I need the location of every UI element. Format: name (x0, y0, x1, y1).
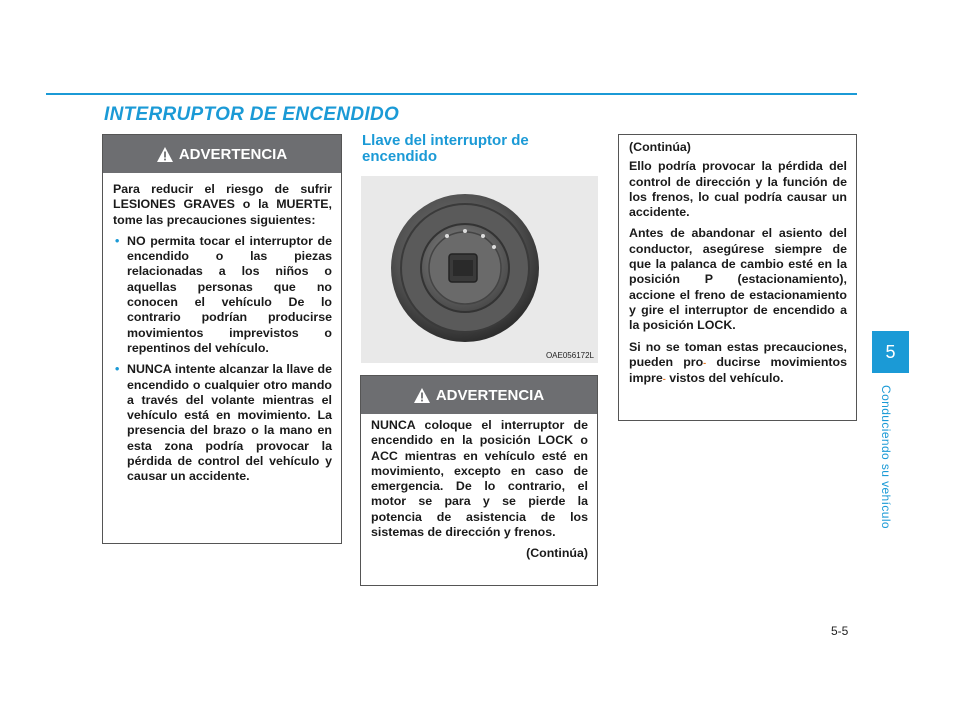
figure-caption: OAE056172L (545, 351, 594, 360)
bullet-icon: • (115, 362, 120, 377)
list-item-text: NO permita tocar el interruptor de encendido o las piezas relacionadas a los niños o aquellas personas que no conocen el vehículo De lo contrario podrían producirse movimientos imprevistos o repentinos del vehículo. (127, 233, 332, 355)
warning-header (361, 376, 597, 414)
continues-note: (Continúa) (526, 546, 588, 561)
warning-box-1 (102, 134, 342, 544)
list-item-text: NUNCA intente alcanzar la llave de encendido o cualquier otro mando a través del volante mientras el vehículo está en movimiento. La presencia del brazo o la mano en esta zona podría provocar la pérdida de control del vehículo y causar un accidente. (127, 362, 332, 484)
chapter-label: Conduciendo su vehículo (879, 385, 893, 529)
continued-paragraph-1: Ello podría provocar la pérdida del control de dirección y la función de los frenos, lo cual podría causar un accidente. (629, 159, 847, 220)
paragraph-text: ducirse movimientos impre (629, 354, 847, 386)
subsection-title: Llave del interruptor de encendido (362, 132, 529, 165)
warning-heading: ADVERTENCIA (178, 145, 288, 163)
ignition-key-figure (361, 176, 598, 363)
continued-paragraph-2: Antes de abandonar el asiento del conductor, asegúrese siempre de que la palanca de cambio esté en la posición P (estacionamiento), accione el freno de estacionamiento y gire el interruptor de encendido a la posición LOCK. (629, 226, 847, 333)
page-number: 5-5 (831, 624, 849, 638)
warning-text: NUNCA coloque el interruptor de encendido en la posición LOCK o ACC mientras en vehículo esté en movimiento, excepto en caso de emergencia. De lo contrario, el motor se para y se pierde la potencia de asistencia de los sistemas de dirección y frenos. (371, 418, 588, 540)
warning-intro: Para reducir el riesgo de sufrir LESIONES GRAVES o la MUERTE, tome las precauciones siguientes: (113, 182, 332, 227)
warning-heading: ADVERTENCIA (435, 386, 545, 404)
warning-header (103, 135, 341, 173)
section-title: INTERRUPTOR DE ENCENDIDO (104, 104, 400, 125)
warning-triangle-icon (414, 388, 430, 403)
continued-paragraph-3 (629, 340, 847, 388)
list-item (113, 362, 332, 484)
continued-warning-box (618, 134, 857, 421)
warning-box-2 (360, 375, 598, 586)
chapter-number-tab: 5 (872, 331, 909, 373)
hyphen-mark: - (703, 357, 707, 368)
paragraph-text: vistos del vehículo. (669, 371, 784, 386)
hyphen-mark: - (662, 374, 666, 385)
list-item (113, 234, 332, 356)
header-rule (46, 93, 857, 95)
continued-header: (Continúa) (629, 140, 691, 154)
bullet-icon: • (115, 233, 120, 248)
paragraph-text: Si no se toman estas precauciones, pueden pro (629, 339, 847, 369)
warning-triangle-icon (157, 147, 173, 162)
ignition-switch-illustration (361, 176, 598, 363)
